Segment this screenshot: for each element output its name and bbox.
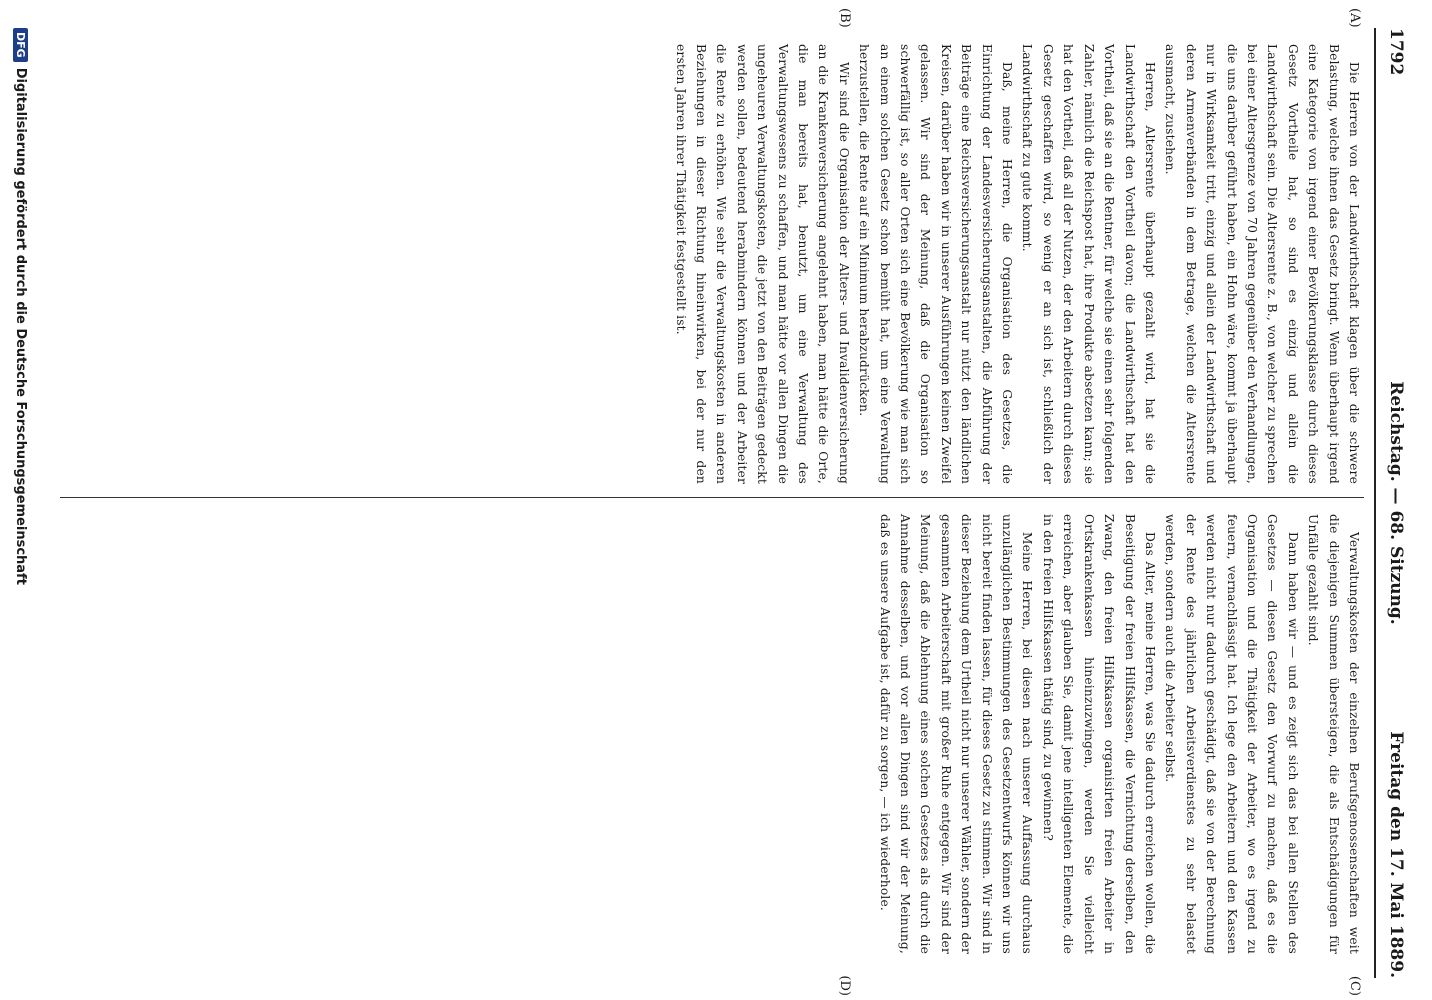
document-page [60, 8, 1412, 996]
paragraph: Das Alter, meine Herren, was Sie dadurch erreichen wollen, die Beseitigung der freien Hilfskassen, die Vernichtung derselben, den Zwang, den freien Hilfskassen organisirten freien Arbeiter in Ortskrankenkassen hineinzuzwingen, werden Sie vielleicht erreichen, aber glauben Sie, damit jene intelligenten Elemente, die in den freien Hilfskassen thätig sind, zu gewinnen? [1040, 514, 1157, 954]
paragraph: Wir sind die Organisation der Alters- und Invalidenversicherung an die Krankenversicherung angelehnt haben, man hätte die Orte, die man bereits hat, benutzt, um eine Verwaltung des Verwaltungswesens zu schaffen, und man hätte vor allen Dingen die ungeheuren Verwaltungskosten, die jetzt von den Beiträgen gedeckt werden sollen, bedeutend herabmindern können und der Arbeiter die Rente zu erhöhen. Wie sehr die Verwaltungskosten in anderen Beziehungen in dieser Richtung hineinwirken, bei der nur den ersten Jahren ihrer Thätigkeit festgestellt ist. [673, 44, 851, 484]
paragraph: Dann haben wir — und es zeigt sich das bei allen Stellen des Gesetzes — diesen Gesetz den Vorwurf zu machen, daß es die Organisation und die Thätigkeit der Arbeiter, wo es irgend zu feuern, vernachlässigt hat. Ich lege den Arbeitern und den Kassen werden nicht nur dadurch geschädigt, daß sie von der Berechnung der Rente des jährlichen Arbeitsverdienstes zu sehr belastet werden, sondern auch die Arbeiter selbst. [1163, 514, 1300, 954]
dfg-logo: DFG [14, 28, 29, 62]
header-rule [1374, 28, 1376, 978]
margin-mark-a: (A) [1347, 8, 1362, 28]
text-column-right [60, 514, 1364, 954]
page-number: 1792 [1386, 28, 1406, 76]
credit-text: Digitalisierung gefördert durch die Deutsche Forschungsgemeinschaft [13, 67, 29, 585]
paragraph: Verwaltungskosten der einzelnen Berufsgenossenschaften weit die diejenigen Summen übersteigen, die als Entschädigungen für Unfälle gezahlt sind. [1306, 514, 1361, 954]
column-divider [60, 497, 1364, 498]
margin-mark-c: (C) [1347, 975, 1362, 996]
paragraph: Meine Herren, bei diesen nach unserer Auffassung durchaus unzulänglichen Bestimmungen des Gesetzentwurfs können wir uns nicht bereit finden lassen, für dieses Gesetz zu stimmen. Wir sind in dieser Beziehung dem Urtheil nicht nur unserer Wähler, sondern der gesammten Arbeiterschaft mit großer Ruhe entgegen. Wir sind der Meinung, daß die Ablehnung eines solchen Gesetzes als durch die Annahme desselben, und vor allen Dingen sind wir der Meinung, daß es unsere Aufgabe ist, dafür zu sorgen, — ich wiederhole. [877, 514, 1035, 954]
margin-mark-d: (D) [837, 975, 852, 996]
paragraph: Die Herren von der Landwirthschaft klagen über die schwere Belastung, welche ihnen das Gesetz bringt. Wenn überhaupt irgend eine Kategorie von irgend einer Bevölkerungsklasse durch dieses Gesetz Vortheile hat, so sind es einzig und allein die Landwirthschaft sein. Die Altersrente z. B., von welcher zu sprechen bei einer Altersgrenze von 70 Jahren gegenüber den Verhandlungen, die uns darüber geführt haben, ein Hohn wäre, kommt ja überhaupt nur in Wirksamkeit tritt, einzig und allein der Landwirthschaft und deren Armenverbänden in dem Betrage, welchen die Altersrente ausmacht, zustehen. [1163, 44, 1361, 484]
text-column-left [60, 44, 1364, 484]
paragraph: Daß, meine Herren, die Organisation des Gesetzes, die Einrichtung der Landesversicherungsanstalten, die Abführung der Beiträge eine Reichsversicherungsanstalt nur nützt den ländlichen Kreisen, darüber haben wir in unserer Ausführungen keinen Zweifel gelassen. Wir sind der Meinung, daß die Organisation so schwerfällig ist, so aller Orten sich eine Bevölkerung wie man sich an einem solchen Gesetz schon bemüht hat, um eine Verwaltung herzustellen, die Rente auf ein Minimum herabzudrücken. [857, 44, 1015, 484]
digitization-credit [6, 28, 36, 978]
margin-mark-b: (B) [837, 8, 852, 28]
paragraph: Herren, Altersrente überhaupt gezahlt wird, hat sie die Landwirthschaft den Vortheil davon; die Landwirthschaft hat den Vortheil, daß sie an die Rentner, für welche sie einen sehr folgenden Zahler, nämlich die Reichspost hat, ihre Produkte absetzen kann; sie hat den Vortheil, daß all der Nutzen, der den Arbeitern durch dieses Gesetz geschaffen wird, so wenig er an sich ist, schließlich der Landwirthschaft zu gute kommt. [1020, 44, 1157, 484]
page-title: Reichstag. — 68. Sitzung. [1386, 381, 1406, 625]
page-header [1380, 28, 1406, 978]
session-date: Freitag den 17. Mai 1889. [1386, 731, 1406, 978]
